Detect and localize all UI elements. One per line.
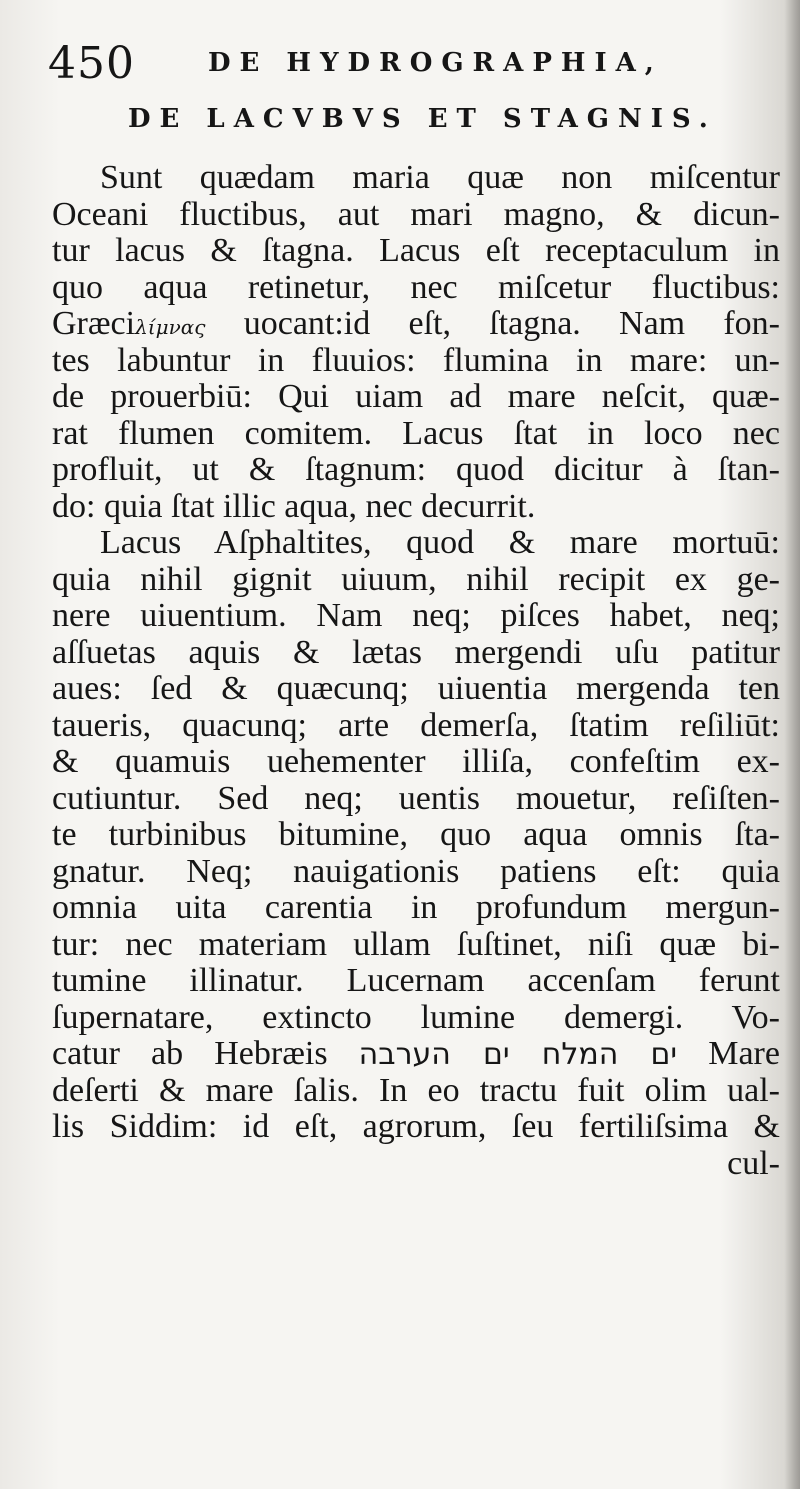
page-header (48, 38, 748, 98)
text-line: do: quia ſtat illic aqua, nec decurrit. (52, 487, 536, 525)
text-line: profluit, ut & ſtagnum: quod dicitur à ſtan- (52, 451, 780, 488)
running-head: DE HYDROGRAPHIA, (208, 48, 663, 78)
hebrew-words: ים המלח ים הערבה (358, 1037, 678, 1072)
text-line-with-greek (52, 306, 780, 343)
text-fragment: uocant:id eſt, ſtagna. Nam fon- (243, 305, 780, 342)
text-fragment: Mare (708, 1035, 780, 1072)
text-line: deſerti & mare ſalis. In eo tractu fuit olim ual- (52, 1071, 780, 1109)
text-line: cutiuntur. Sed neq; uentis mouetur, reſiſten- (52, 779, 780, 817)
text-line: rat flumen comitem. Lacus ſtat in loco nec (52, 414, 780, 452)
text-line: Oceani fluctibus, aut mari magno, & dicun- (52, 195, 780, 233)
text-line: tur lacus & ſtagna. Lacus eſt receptaculum in (52, 232, 780, 269)
page-edge-shadow (784, 0, 800, 1489)
page-number: 450 (48, 38, 135, 89)
greek-word: λίμνας (135, 315, 206, 339)
text-line: de prouerbiū: Qui uiam ad mare neſcit, quæ- (52, 378, 780, 415)
text-line: nere uiuentium. Nam neq; piſces habet, neq; (52, 597, 780, 634)
section-heading: DE LACVBVS ET STAGNIS. (128, 104, 717, 134)
text-line: omnia uita carentia in profundum mergun- (52, 889, 780, 926)
text-line: ſupernatare, extincto lumine demergi. Vo- (52, 998, 780, 1036)
text-line: quia nihil gignit uiuum, nihil recipit ex ge- (52, 560, 780, 598)
text-fragment: Græci (52, 305, 136, 342)
text-line: tumine illinatur. Lucernam accenſam ferunt (52, 962, 780, 999)
text-line: te turbinibus bitumine, quo aqua omnis ſta- (52, 816, 780, 853)
text-line-with-hebrew (52, 1036, 780, 1073)
text-line: aſſuetas aquis & lætas mergendi uſu patitur (52, 633, 780, 671)
text-line: tes labuntur in fluuios: flumina in mare: un- (52, 341, 780, 379)
text-line: Lacus Aſphaltites, quod & mare mortuū: (100, 524, 780, 561)
text-line: gnatur. Neq; nauigationis patiens eſt: quia (52, 852, 780, 890)
text-fragment: catur ab Hebræis (52, 1035, 328, 1072)
text-line: & quamuis uehementer illiſa, confeſtim ex- (52, 743, 780, 780)
body-text (52, 160, 780, 1182)
text-line: aues: ſed & quæcunq; uiuentia mergenda ten (52, 670, 780, 707)
text-line: quo aqua retinetur, nec miſcetur fluctibus: (52, 268, 780, 306)
text-line: taueris, quacunq; arte demerſa, ſtatim reſiliūt: (52, 706, 780, 744)
catchword: cul- (727, 1144, 780, 1182)
text-line: lis Siddim: id eſt, agrorum, ſeu fertiliſsima & (52, 1108, 780, 1145)
text-line: Sunt quædam maria quæ non miſcentur (100, 159, 780, 196)
text-line: tur: nec materiam ullam ſuſtinet, niſi quæ bi- (52, 925, 780, 963)
